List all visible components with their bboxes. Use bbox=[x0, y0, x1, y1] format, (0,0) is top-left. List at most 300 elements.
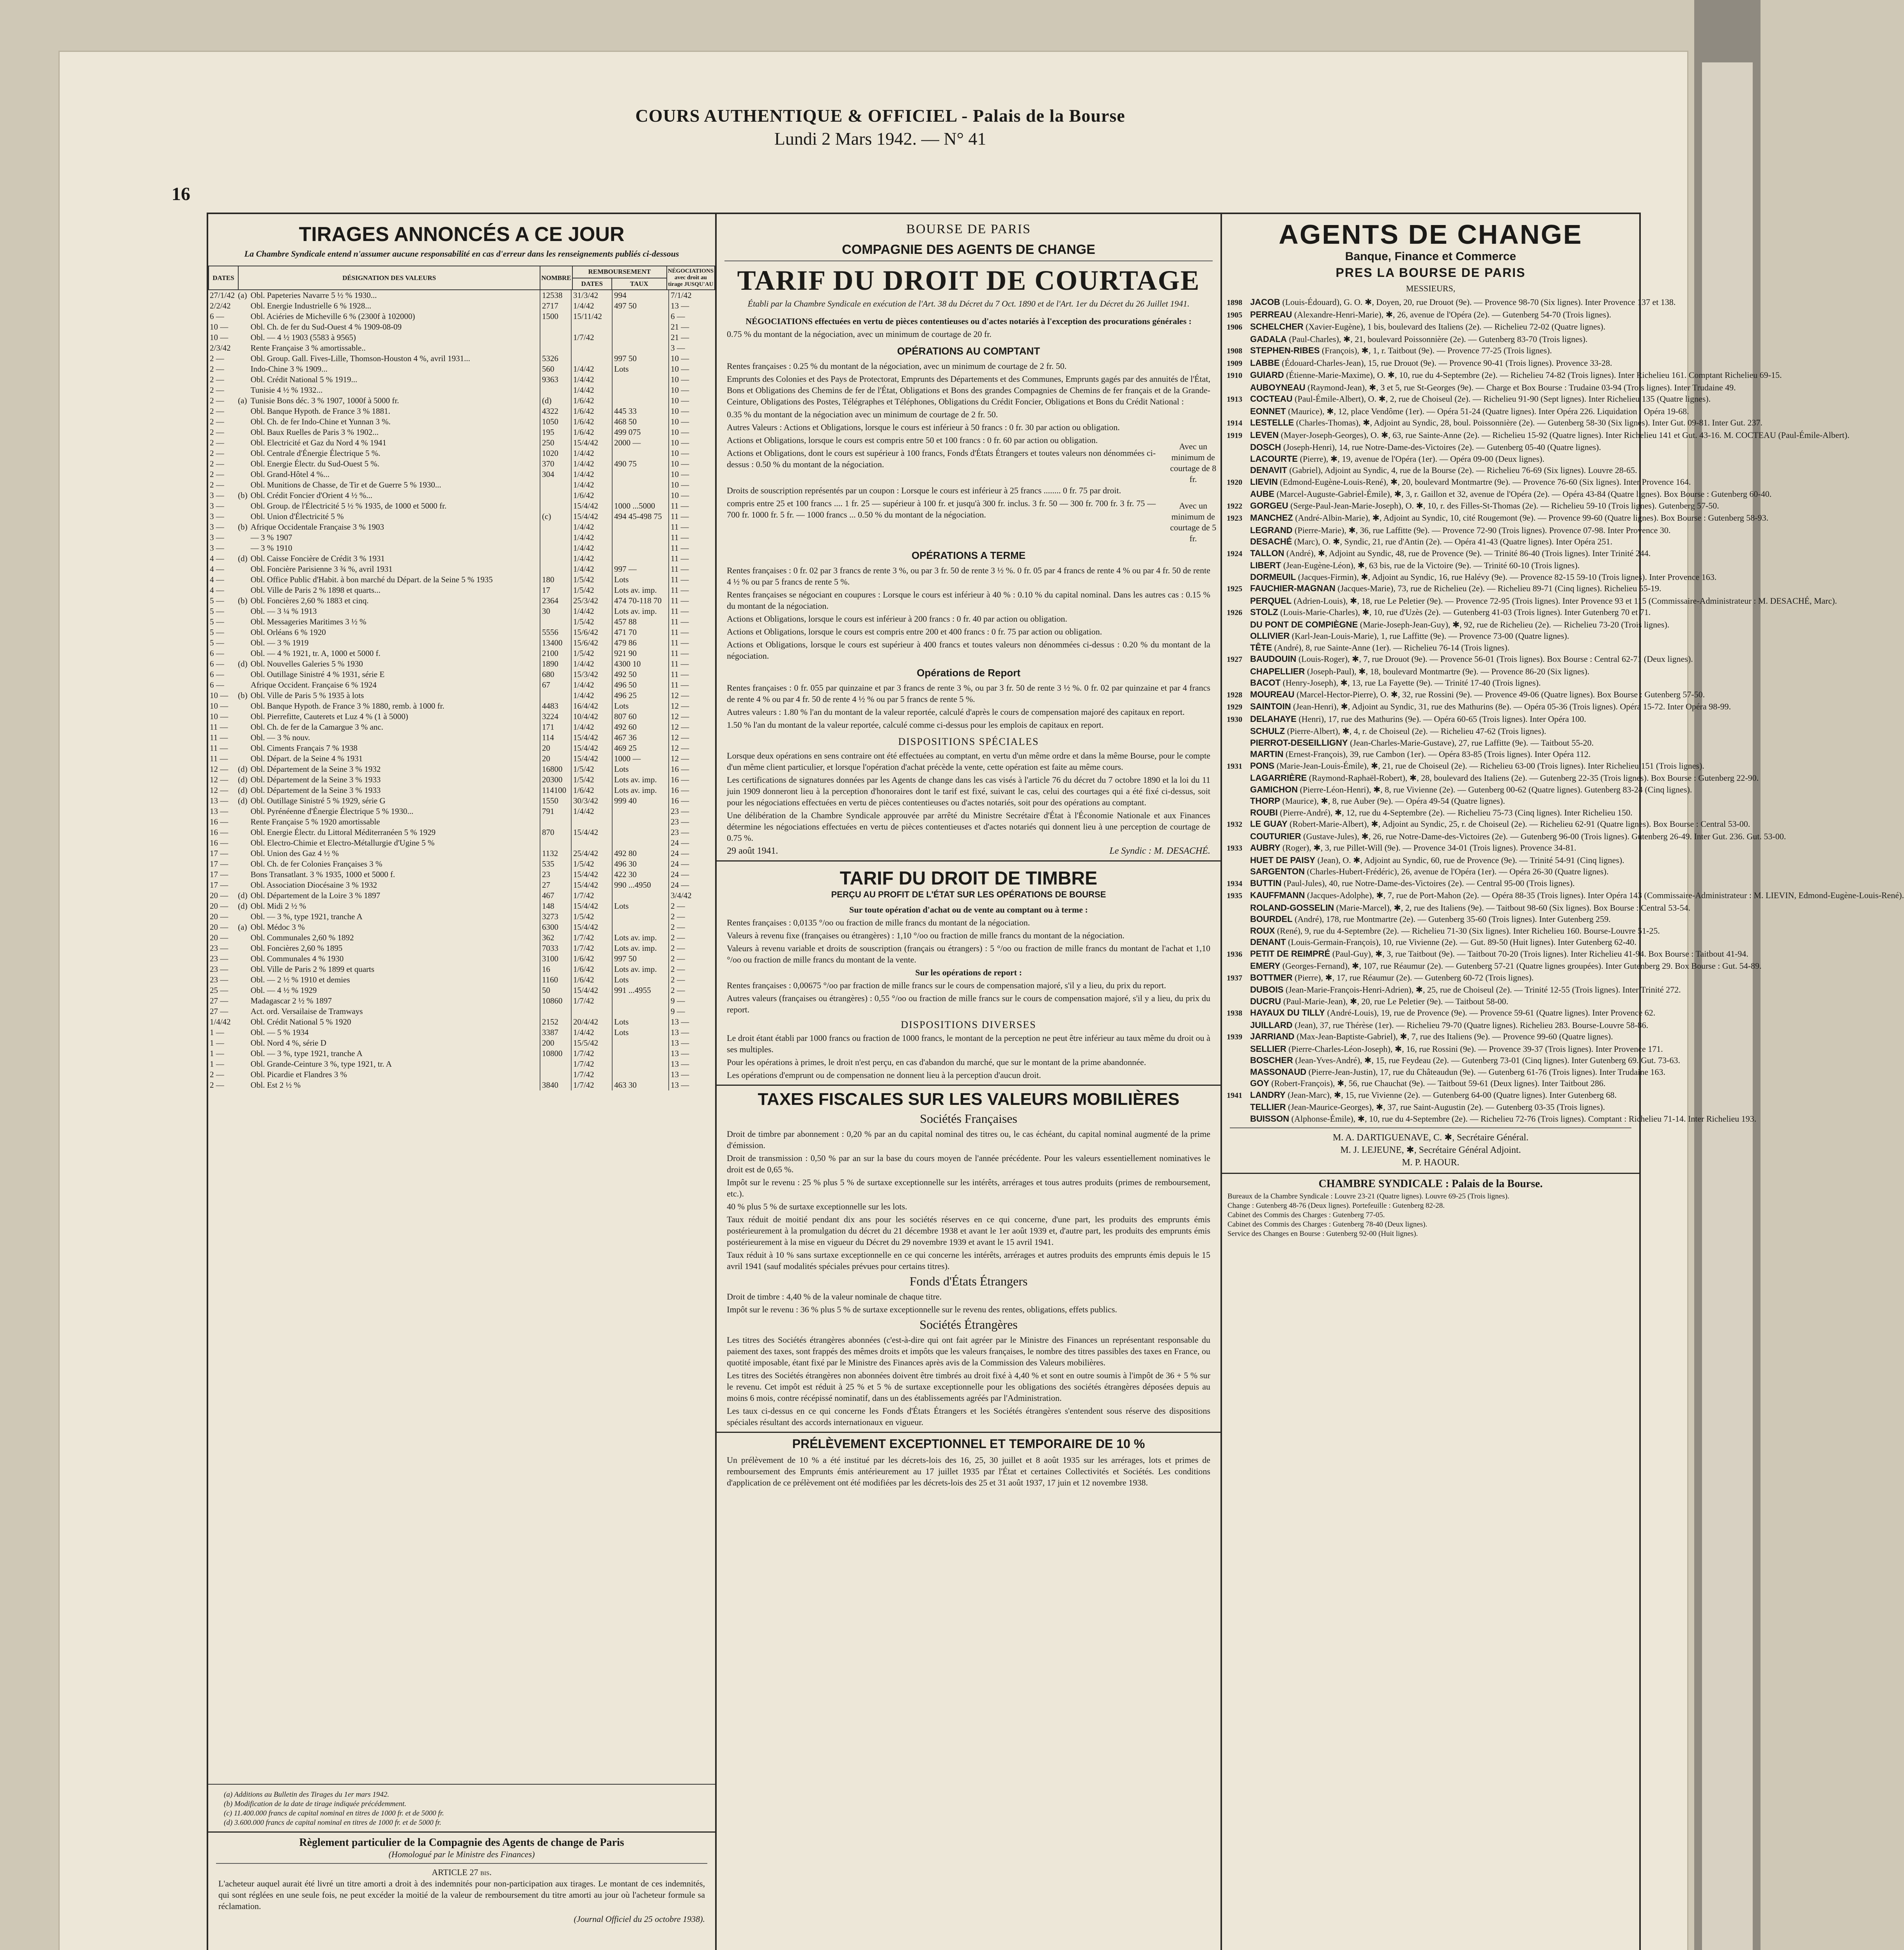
table-row bbox=[208, 574, 715, 585]
row-nombre: 67 bbox=[540, 680, 571, 690]
agent-entry bbox=[1227, 606, 1651, 619]
table-row bbox=[208, 701, 715, 711]
agent-name: JACOB bbox=[1250, 297, 1281, 307]
row-flag bbox=[236, 954, 249, 964]
row-flag bbox=[236, 1017, 249, 1027]
row-date: 23 — bbox=[210, 943, 228, 953]
row-designation: Obl. Département de la Seine 3 % 1932 bbox=[250, 764, 381, 774]
row-negociation: 10 — bbox=[669, 427, 715, 438]
row-date: 2 — bbox=[210, 396, 224, 405]
comptant-p7: Droits de souscription représentés par un coupon : Lorsque le cours est inférieur à 25 francs ........ 0 fr. 75 par droit. bbox=[727, 486, 1121, 495]
comptant-p6: Actions et Obligations, dont le cours est supérieur à 100 francs, Fonds d'États Étrangers et toutes valeurs non dénommées ci-dessus : 0.50 % du montant de la négociation. bbox=[727, 448, 1156, 469]
row-negociation: 21 — bbox=[669, 322, 715, 332]
row-flag bbox=[236, 606, 249, 617]
row-nombre: 5556 bbox=[540, 627, 571, 638]
row-nombre: 148 bbox=[540, 901, 571, 911]
row-designation: Obl. Grand-Hôtel 4 %... bbox=[250, 470, 330, 479]
row-date: 4 — bbox=[210, 564, 224, 574]
table-row bbox=[208, 501, 715, 511]
row-designation: Obl. — 5 % 1934 bbox=[250, 1028, 309, 1037]
row-taux bbox=[612, 374, 669, 385]
agent-entry bbox=[1227, 972, 1635, 984]
agent-details: (André-Louis), 19, rue de Provence (9e). — Provence 59-61 (Quatre lignes). Inter Provence 62. bbox=[1327, 1008, 1656, 1018]
row-taux bbox=[612, 395, 669, 406]
row-taux bbox=[612, 922, 669, 932]
comptant-p1: Rentes françaises : 0.25 % du montant de la négociation, avec un minimum de courtage de 2 fr. 50. bbox=[727, 361, 1067, 371]
note-c: (c) 11.400.000 francs de capital nominal en titres de 1000 fr. et de 5000 fr. bbox=[224, 1809, 444, 1817]
agent-details: (Ernest-François), 39, rue Cambon (1er). — Opéra 83-85 (Trois lignes). Inter Opéra 112. bbox=[1286, 749, 1591, 759]
agent-entry bbox=[1227, 842, 1635, 854]
agent-details: (Jean-Marc), ✱, 15, rue Vivienne (2e). — Gutenberg 64-00 (Quatre lignes). Inter Gutenberg 68. bbox=[1288, 1090, 1617, 1100]
min-note-2: Avec un minimum de courtage de 5 fr. bbox=[1170, 501, 1217, 543]
row-taux: 1000 ...5000 bbox=[612, 501, 669, 511]
row-designation: Obl. Pierrefitte, Cauterets et Luz 4 % (1 à 5000) bbox=[250, 712, 408, 721]
table-row bbox=[208, 301, 715, 311]
row-negociation: 11 — bbox=[669, 522, 715, 532]
terme-heading: OPÉRATIONS A TERME bbox=[911, 550, 1026, 561]
row-negociation: 13 — bbox=[669, 1027, 715, 1038]
row-designation: Obl. Pyrénéenne d'Énergie Électrique 5 % 1930... bbox=[250, 807, 414, 816]
row-remb-date: 1/4/42 bbox=[571, 364, 612, 374]
agent-year: 1908 bbox=[1227, 347, 1242, 355]
agent-details: (Charles-Thomas), ✱, Adjoint au Syndic, 28, boul. Poissonnière (2e). — Gutenberg 58-30 (Six lignes). Inter Gut. 09-81. Inter Gut. 237. bbox=[1296, 418, 1763, 427]
timbre-h1: Sur toute opération d'achat ou de vente au comptant ou à terme : bbox=[849, 905, 1088, 915]
row-negociation: 6 — bbox=[669, 311, 715, 322]
row-taux bbox=[612, 1006, 669, 1017]
row-designation: Obl. Foncières 2,60 % 1895 bbox=[250, 943, 343, 953]
agent-details: (Jean-Henri), ✱, Adjoint au Syndic, 31, rue des Mathurins (8e). — Opéra 05-36 (Trois lignes). Opéra 15-72. Inter Opéra 98-99. bbox=[1293, 702, 1731, 711]
comptant-p8: compris entre 25 et 100 francs .... 1 fr. 25 — supérieur à 100 fr. et jusqu'à 300 fr. inclus. 3 fr. 50 — 300 fr. 700 fr. 3 fr. 75 — 700 fr. 1000 fr. 5 fr. — 1000 francs ... 0.50 % du montant de la négociation. bbox=[727, 498, 1156, 519]
agent-details: (Gabriel), Adjoint au Syndic, 4, rue de la Bourse (2e). — Richelieu 76-69 (Six lignes). Louvre 28-65. bbox=[1289, 465, 1637, 475]
agent-entry bbox=[1227, 393, 1711, 406]
row-date: 20 — bbox=[210, 933, 228, 942]
agent-details: (André), ✱, Adjoint au Syndic, 48, rue de Provence (9e). — Trinité 86-40 (Trois lignes). Inter Trinité 244. bbox=[1286, 548, 1651, 558]
table-row bbox=[208, 627, 715, 638]
agent-entry bbox=[1227, 1019, 1649, 1031]
row-date: 2 — bbox=[210, 1070, 224, 1079]
note-d: (d) 3.600.000 francs de capital nominal en titres de 1000 fr. et de 5000 fr. bbox=[224, 1819, 441, 1827]
agent-name: LABBE bbox=[1250, 358, 1280, 368]
agent-name: BOTTMER bbox=[1250, 972, 1293, 982]
row-designation: Obl. Banque Hypoth. de France 3 % 1881. bbox=[250, 406, 390, 416]
table-row bbox=[208, 522, 715, 532]
secretary-haour: M. P. HAOUR. bbox=[1402, 1158, 1459, 1168]
row-taux bbox=[612, 553, 669, 564]
agent-entry bbox=[1227, 831, 1786, 842]
row-taux: Lots av. imp. bbox=[612, 775, 669, 785]
row-nombre: 10800 bbox=[540, 1048, 571, 1059]
row-remb-date: 31/3/42 bbox=[571, 290, 612, 301]
tirages-notes bbox=[224, 1790, 700, 1828]
row-flag bbox=[236, 838, 249, 848]
row-designation: Tunisie 4 ½ % 1932... bbox=[250, 385, 323, 395]
secretary-adjoint: M. J. LEJEUNE, ✱, Secrétaire Général Adjoint. bbox=[1340, 1145, 1521, 1155]
agent-name: AUBE bbox=[1250, 489, 1275, 499]
row-designation: Rente Française 5 % 1920 amortissable bbox=[250, 817, 380, 826]
agent-entry bbox=[1227, 406, 1689, 417]
row-nombre: 560 bbox=[540, 364, 571, 374]
row-negociation: 13 — bbox=[669, 1059, 715, 1069]
compagnie-label: COMPAGNIE DES AGENTS DE CHANGE bbox=[842, 242, 1095, 257]
agent-entry bbox=[1227, 642, 1635, 654]
table-row bbox=[208, 596, 715, 606]
row-nombre: 16800 bbox=[540, 764, 571, 775]
row-nombre: (c) bbox=[540, 511, 571, 522]
row-remb-date: 15/4/42 bbox=[571, 501, 612, 511]
row-negociation: 12 — bbox=[669, 722, 715, 732]
row-nombre: 1050 bbox=[540, 417, 571, 427]
agent-year: 1910 bbox=[1227, 371, 1242, 380]
reglement-text: L'acheteur auquel aurait été livré un titre amorti a droit à des indemnités pour non-participation aux tirages. Le montant de ces indemnités, qui sont réglées en une seule fois, ne peut excéder la moitié de la valeur de remboursement du titre amorti au jour où l'acheteur formule sa réclamation. bbox=[218, 1879, 705, 1911]
row-designation: Obl. Group. de l'Électricité 5 ½ % 1935, de 1000 et 5000 fr. bbox=[250, 501, 447, 511]
agent-entry bbox=[1227, 453, 1635, 465]
row-flag bbox=[236, 1006, 249, 1017]
row-date: 20 — bbox=[210, 912, 228, 921]
comptant-heading: OPÉRATIONS AU COMPTANT bbox=[897, 345, 1040, 357]
table-row bbox=[208, 606, 715, 617]
row-taux: 474 70-118 70 bbox=[612, 596, 669, 606]
row-date: 2 — bbox=[210, 427, 224, 437]
row-remb-date: 1/6/42 bbox=[571, 975, 612, 985]
row-nombre: 114 bbox=[540, 732, 571, 743]
agent-details: (Raymond-Raphaël-Robert), ✱, 28, boulevard des Italiens (2e). — Gutenberg 22-35 (Trois lignes). Box Bourse : Gutenberg 22-90. bbox=[1309, 773, 1759, 783]
row-negociation: 16 — bbox=[669, 764, 715, 775]
row-flag bbox=[236, 648, 249, 659]
row-designation: Obl. Ville de Paris 2 % 1899 et quarts bbox=[250, 964, 375, 974]
courtage-intro: NÉGOCIATIONS effectuées en vertu de pièces contentieuses ou d'actes notariés à l'exception des procurations générales : bbox=[746, 316, 1192, 326]
table-row bbox=[208, 511, 715, 522]
row-flag bbox=[236, 975, 249, 985]
table-row bbox=[208, 374, 715, 385]
row-nombre: 9363 bbox=[540, 374, 571, 385]
row-nombre: 2152 bbox=[540, 1017, 571, 1027]
row-designation: Act. ord. Versailaise de Tramways bbox=[250, 1007, 363, 1016]
taxes-etr-p2: Les titres des Sociétés étrangères non abonnées doivent être timbrés au droit fixé à 4,40 % et sont en outre soumis à l'impôt de 36 + 5 % sur le revenu. Cet impôt est réduit à 25 % et 5 % de surtaxe exceptionnelle pour les obligations des sociétés étrangères déposées depuis au moins 6 mois, contre récépissé nominatif, dans un des établissements agréés par l'Administration. bbox=[727, 1370, 1210, 1403]
table-row bbox=[208, 1059, 715, 1069]
reglement-title: Règlement particulier de la Compagnie des Agents de change de Paris bbox=[299, 1837, 624, 1849]
chambre-l4: Cabinet des Commis des Charges : Gutenberg 78-40 (Deux lignes). bbox=[1227, 1220, 1428, 1228]
row-remb-date: 1/7/42 bbox=[571, 943, 612, 954]
row-date: 2 — bbox=[210, 385, 224, 395]
agent-details: (Pierre-Jean-Justin), 17, rue du Châteaudun (9e). — Gutenberg 61-76 (Trois lignes). Inter Trudaine 163. bbox=[1308, 1067, 1666, 1077]
row-date: 1 — bbox=[210, 1059, 224, 1069]
table-row bbox=[208, 585, 715, 596]
agent-name: STEPHEN-RIBES bbox=[1250, 346, 1320, 355]
agent-details: (Gustave-Jules), ✱, 26, rue Notre-Dame-des-Victoires (2e). — Gutenberg 96-00 (Trois lignes). Gutenberg 26-49. Inter Gut. 236. Gut. 53-00. bbox=[1303, 831, 1786, 841]
tirages-subtitle: La Chambre Syndicale entend n'assumer aucune responsabilité en cas d'erreur dans les renseignements publiés ci-dessous bbox=[244, 249, 679, 259]
row-designation: Obl. Ville de Paris 5 % 1935 à lots bbox=[250, 691, 364, 700]
row-negociation: 2 — bbox=[669, 964, 715, 975]
row-designation: Obl. Grande-Ceinture 3 %, type 1921, tr. A bbox=[250, 1059, 392, 1069]
row-date: 12 — bbox=[210, 785, 228, 795]
row-designation: Indo-Chine 3 % 1909... bbox=[250, 364, 328, 374]
row-flag: (d) bbox=[238, 891, 248, 900]
row-taux bbox=[612, 890, 669, 901]
row-negociation: 2 — bbox=[669, 943, 715, 954]
row-date: 11 — bbox=[210, 722, 228, 732]
row-negociation: 10 — bbox=[669, 469, 715, 480]
agent-name: CHAPELLIER bbox=[1250, 666, 1305, 676]
row-negociation: 11 — bbox=[669, 511, 715, 522]
row-date: 10 — bbox=[210, 701, 228, 711]
content-frame bbox=[207, 213, 1904, 1950]
row-date: 2 — bbox=[210, 364, 224, 374]
agent-details: (Jean), 37, rue Thérèse (1er). — Richelieu 79-70 (Quatre lignes). Richelieu 283. Bourse-Louvre 58-86. bbox=[1295, 1020, 1649, 1030]
agent-entry bbox=[1227, 1101, 1635, 1113]
table-row bbox=[208, 722, 715, 732]
row-date: 4 — bbox=[210, 585, 224, 595]
row-flag bbox=[236, 469, 249, 480]
agent-name: SARGENTON bbox=[1250, 867, 1305, 876]
agent-entry bbox=[1227, 677, 1635, 689]
courtage-title: TARIF DU DROIT DE COURTAGE bbox=[737, 265, 1200, 296]
table-row bbox=[208, 901, 715, 911]
row-taux bbox=[612, 322, 669, 332]
book-edge bbox=[1694, 0, 1761, 1950]
agent-name: SCHELCHER bbox=[1250, 322, 1304, 332]
table-row bbox=[208, 290, 715, 301]
row-designation: Obl. Communales 2,60 % 1892 bbox=[250, 933, 354, 942]
row-designation: Obl. Outillage Sinistré 4 % 1931, série E bbox=[250, 670, 385, 679]
agent-details: (Jean-Yves-André), ✱, 15, rue Feydeau (2e). — Gutenberg 73-01 (Cinq lignes). Inter Gutenberg 69. Gut. 73-63. bbox=[1295, 1055, 1680, 1065]
row-designation: Obl. Médoc 3 % bbox=[250, 922, 305, 932]
row-taux: 997 — bbox=[612, 564, 669, 574]
agent-entry bbox=[1227, 1031, 1635, 1043]
agent-entry bbox=[1227, 429, 1850, 442]
row-flag bbox=[236, 364, 249, 374]
row-designation: Obl. Picardie et Flandres 3 % bbox=[250, 1070, 347, 1079]
row-flag bbox=[236, 753, 249, 764]
row-taux bbox=[612, 1048, 669, 1059]
agent-entry bbox=[1227, 1066, 1666, 1078]
agent-details: (Jean-Eugène-Léon), ✱, 63 bis, rue de la Victoire (9e). — Trinité 60-10 (Trois lignes). bbox=[1283, 560, 1580, 570]
row-flag bbox=[236, 406, 249, 417]
terme-p4: Actions et Obligations, lorsque le cours est compris entre 200 et 400 francs : 0 fr. 75 par action ou obligation. bbox=[727, 627, 1102, 636]
row-flag bbox=[236, 511, 249, 522]
row-negociation: 10 — bbox=[669, 364, 715, 374]
report-p3: 1.50 % l'an du montant de la valeur reportée, calculé comme ci-dessus pour les emplois de capitaux en report. bbox=[727, 720, 1104, 730]
row-date: 16 — bbox=[210, 817, 228, 826]
agent-entry bbox=[1227, 701, 1731, 713]
agent-entry bbox=[1227, 488, 1772, 500]
table-row bbox=[208, 406, 715, 417]
row-negociation: 16 — bbox=[669, 796, 715, 806]
row-negociation: 21 — bbox=[669, 332, 715, 343]
table-row bbox=[208, 417, 715, 427]
row-flag bbox=[236, 848, 249, 859]
row-taux bbox=[612, 543, 669, 553]
table-row bbox=[208, 848, 715, 859]
row-nombre bbox=[540, 817, 571, 827]
row-taux: 997 50 bbox=[612, 353, 669, 364]
row-date: 2/2/42 bbox=[210, 301, 231, 310]
row-nombre bbox=[540, 480, 571, 490]
agent-details: (Charles-Hubert-Frédéric), 26, avenue de l'Opéra (1er). — Opéra 26-30 (Quatre lignes). bbox=[1307, 867, 1609, 876]
row-date: 12 — bbox=[210, 775, 228, 784]
table-row bbox=[208, 890, 715, 901]
row-nombre: 2100 bbox=[540, 648, 571, 659]
row-flag bbox=[236, 985, 249, 996]
row-flag: (b) bbox=[238, 491, 248, 500]
agent-year: 1924 bbox=[1227, 549, 1242, 558]
tarifs-column bbox=[717, 214, 1222, 1950]
agent-name: PETIT DE REIMPRÉ bbox=[1250, 948, 1330, 959]
row-taux bbox=[612, 480, 669, 490]
row-negociation: 24 — bbox=[669, 859, 715, 869]
agent-year: 1941 bbox=[1227, 1091, 1242, 1100]
agent-details: (Georges-Fernand), ✱, 107, rue Réaumur (2e). — Gutenberg 57-21 (Quatre lignes groupées). Inter Gutenberg 29. Box Bourse : Gut. 54-89. bbox=[1282, 961, 1762, 971]
row-nombre: 1160 bbox=[540, 975, 571, 985]
row-designation: Bons Transatlant. 3 % 1935, 1000 et 5000 f. bbox=[250, 870, 395, 879]
agent-entry bbox=[1227, 760, 1704, 773]
row-negociation: 13 — bbox=[669, 1069, 715, 1080]
agent-details: (Pierre-Charles-Léon-Joseph), ✱, 16, rue Rossini (9e). — Provence 39-37 (Trois lignes). Inter Provence 171. bbox=[1288, 1044, 1663, 1054]
row-negociation: 11 — bbox=[669, 606, 715, 617]
row-nombre: 7033 bbox=[540, 943, 571, 954]
agent-year: 1914 bbox=[1227, 419, 1242, 427]
agent-entry bbox=[1227, 441, 1635, 453]
row-taux: 921 90 bbox=[612, 648, 669, 659]
row-date: 5 — bbox=[210, 596, 224, 605]
row-negociation: 11 — bbox=[669, 627, 715, 638]
row-nombre: 171 bbox=[540, 722, 571, 732]
row-flag bbox=[236, 743, 249, 753]
row-taux: Lots av. imp. bbox=[612, 785, 669, 796]
row-remb-date: 25/4/42 bbox=[571, 848, 612, 859]
row-flag bbox=[236, 817, 249, 827]
agent-entry bbox=[1227, 689, 1705, 701]
row-date: 11 — bbox=[210, 754, 228, 763]
row-remb-date: 15/4/42 bbox=[571, 827, 612, 838]
row-nombre: 304 bbox=[540, 469, 571, 480]
agent-details: (René), 9, rue du 4-Septembre (2e). — Richelieu 71-30 (Six lignes). Inter Richelieu 160. Bourse-Louvre 51-25. bbox=[1277, 925, 1660, 936]
chambre-l2: Change : Gutenberg 48-76 (Deux lignes). Portefeuille : Gutenberg 82-28. bbox=[1227, 1202, 1445, 1210]
col-negociations: NÉGOCIATIONS avec droit au tirage JUSQU'AU bbox=[667, 266, 715, 290]
row-negociation: 13 — bbox=[669, 1017, 715, 1027]
row-negociation: 12 — bbox=[669, 690, 715, 701]
row-remb-date bbox=[571, 343, 612, 353]
row-remb-date: 1/4/42 bbox=[571, 543, 612, 553]
row-date: 3 — bbox=[210, 522, 224, 532]
row-flag bbox=[236, 332, 249, 343]
agent-details: (Robert-François), ✱, 56, rue Chauchat (9e). — Taitbout 59-61 (Deux lignes). Inter Taitbout 286. bbox=[1271, 1078, 1606, 1088]
reglement-subtitle: (Homologué par le Ministre des Finances) bbox=[388, 1849, 535, 1859]
chambre-lines bbox=[1227, 1192, 1634, 1239]
row-nombre: 10860 bbox=[540, 996, 571, 1006]
agent-entry bbox=[1227, 866, 1635, 878]
agent-year: 1898 bbox=[1227, 298, 1242, 307]
row-remb-date: 1/7/42 bbox=[571, 1069, 612, 1080]
row-nombre: 1550 bbox=[540, 796, 571, 806]
row-taux: Lots bbox=[612, 701, 669, 711]
table-row bbox=[208, 638, 715, 648]
taxes-etr-p3: Les taux ci-dessus en ce qui concerne les Fonds d'États Étrangers et les Sociétés étrangères s'entendent sous réserve des dispositions spéciales résultant des accords internationaux en vigueur. bbox=[727, 1406, 1210, 1427]
row-remb-date: 1/5/42 bbox=[571, 574, 612, 585]
agent-year: 1926 bbox=[1227, 608, 1242, 617]
row-taux: 807 60 bbox=[612, 711, 669, 722]
agent-name: GOY bbox=[1250, 1078, 1269, 1088]
prelevement-text: Un prélèvement de 10 % a été institué par les décrets-lois des 16, 25, 30 juillet et 8 août 1935 sur les arrérages, lots et primes de remboursement des Emprunts émis antérieurement au 17 juillet 1935 par l'État et certaines Collectivités et Sociétés. Les conditions d'application de ce prélèvement ont été modifiées par les décrets-lois des 25 et 31 août 1937, 17 juin et 12 novembre 1938. bbox=[727, 1455, 1210, 1487]
agent-name: FAUCHIER-MAGNAN bbox=[1250, 583, 1335, 593]
row-taux: 496 25 bbox=[612, 690, 669, 701]
row-negociation: 24 — bbox=[669, 838, 715, 848]
row-nombre: 3273 bbox=[540, 911, 571, 922]
table-row bbox=[208, 364, 715, 374]
timbre-l3: Valeurs à revenu variable et droits de souscription (français ou étrangers) : 5 °/oo ou fraction de mille francs du montant de l'achat et 1,10 °/oo ou fraction de mille francs du montant de la vente. bbox=[727, 943, 1210, 964]
table-row bbox=[208, 911, 715, 922]
row-flag bbox=[236, 1027, 249, 1038]
agent-details: (Maurice), ✱, 12, place Vendôme (1er). — Opéra 51-24 (Quatre lignes). Inter Opéra 226. Liquidation : Opéra 19-68. bbox=[1288, 406, 1689, 416]
note-b: (b) Modification de la date de tirage indiquée précédemment. bbox=[224, 1800, 407, 1808]
row-designation: Obl. Nouvelles Galeries 5 % 1930 bbox=[250, 659, 363, 668]
agent-entry bbox=[1227, 666, 1635, 677]
agent-details: (Paul-Marie-Jean), ✱, 20, rue Le Peletier (9e). — Taitbout 58-00. bbox=[1283, 996, 1509, 1006]
table-row bbox=[208, 975, 715, 985]
row-designation: Obl. Ch. de fer du Sud-Ouest 4 % 1909-08-09 bbox=[250, 322, 402, 332]
row-remb-date: 30/3/42 bbox=[571, 796, 612, 806]
row-remb-date: 15/4/42 bbox=[571, 732, 612, 743]
agent-name: DENANT bbox=[1250, 937, 1286, 947]
agent-entry bbox=[1227, 772, 1759, 784]
agent-entry bbox=[1227, 996, 1635, 1007]
row-designation: Obl. Crédit Foncier d'Orient 4 ½ %... bbox=[250, 491, 372, 500]
table-row bbox=[208, 838, 715, 848]
report-heading: Opérations de Report bbox=[917, 667, 1020, 679]
agent-entry bbox=[1227, 476, 1691, 489]
agent-entry bbox=[1227, 1043, 1663, 1055]
row-taux bbox=[612, 1069, 669, 1080]
agent-details: (Pierre-Léon-Henri), ✱, 8, rue Vivienne (2e). — Gutenberg 00-62 (Quatre lignes). Gutenberg 83-24 (Cinq lignes). bbox=[1300, 784, 1692, 794]
row-remb-date: 15/4/42 bbox=[571, 511, 612, 522]
row-taux: 497 50 bbox=[612, 301, 669, 311]
agent-entry bbox=[1227, 818, 1750, 831]
row-remb-date: 1/4/42 bbox=[571, 448, 612, 459]
row-negociation: 11 — bbox=[669, 669, 715, 680]
taxes-etr-p1: Les titres des Sociétés étrangères abonnées (c'est-à-dire qui ont fait agréer par le Ministre des Finances un représentant responsable du paiement des taxes, sont frappés des mêmes droits et impôts que les valeurs françaises, le nombre des titres passibles des taxes en France, ou quotité imposable, étant fixé par le Ministre des Finances après avis de la Commission des Valeurs mobilières. bbox=[727, 1335, 1210, 1367]
row-designation: Obl. Ch. de fer de la Camargue 3 % anc. bbox=[250, 722, 383, 732]
agent-details: (Jean-Maurice-Georges), ✱, 37, rue Saint-Augustin (2e). — Gutenberg 03-35 (Trois lignes). bbox=[1288, 1102, 1605, 1112]
agent-entry bbox=[1227, 321, 1635, 333]
row-date: 2 — bbox=[210, 1080, 224, 1090]
report-p1: Rentes françaises : 0 fr. 055 par quinzaine et par 3 francs de rente 3 %, ou par 3 fr. 50 de rente 3 ½ %. 0 fr. 02 par quinzaine et par 4 francs de rente 4 % ou par 4 fr. 50 de rente 4 ½ % ou par 5 francs de rente 5 %. bbox=[727, 683, 1210, 704]
row-flag bbox=[236, 301, 249, 311]
row-designation: Obl. Energie Électr. du Sud-Ouest 5 %. bbox=[250, 459, 379, 468]
row-negociation: 13 — bbox=[669, 1038, 715, 1048]
row-remb-date bbox=[571, 838, 612, 848]
agent-name: PONS bbox=[1250, 760, 1275, 771]
timbre-subtitle: PERÇU AU PROFIT DE L'ÉTAT SUR LES OPÉRATIONS DE BOURSE bbox=[831, 890, 1106, 899]
row-remb-date: 1/4/42 bbox=[571, 690, 612, 701]
row-remb-date: 15/4/42 bbox=[571, 753, 612, 764]
row-remb-date: 1/4/42 bbox=[571, 553, 612, 564]
row-remb-date: 1/5/42 bbox=[571, 775, 612, 785]
table-row bbox=[208, 785, 715, 796]
row-flag bbox=[236, 964, 249, 975]
row-date: 11 — bbox=[210, 733, 228, 742]
table-row bbox=[208, 353, 715, 364]
row-date: 5 — bbox=[210, 628, 224, 637]
row-flag bbox=[236, 669, 249, 680]
row-taux bbox=[612, 522, 669, 532]
reglement-source: (Journal Officiel du 25 octobre 1938). bbox=[574, 1914, 705, 1924]
taxes-p4: 40 % plus 5 % de surtaxe exceptionnelle sur les lots. bbox=[727, 1202, 907, 1211]
row-designation: Obl. Crédit National 5 % 1920 bbox=[250, 1017, 351, 1026]
agent-year: 1938 bbox=[1227, 1009, 1242, 1018]
row-remb-date: 1/6/42 bbox=[571, 395, 612, 406]
agent-name: LE GUAY bbox=[1250, 819, 1288, 829]
row-flag bbox=[236, 932, 249, 943]
agent-entry bbox=[1227, 560, 1635, 571]
